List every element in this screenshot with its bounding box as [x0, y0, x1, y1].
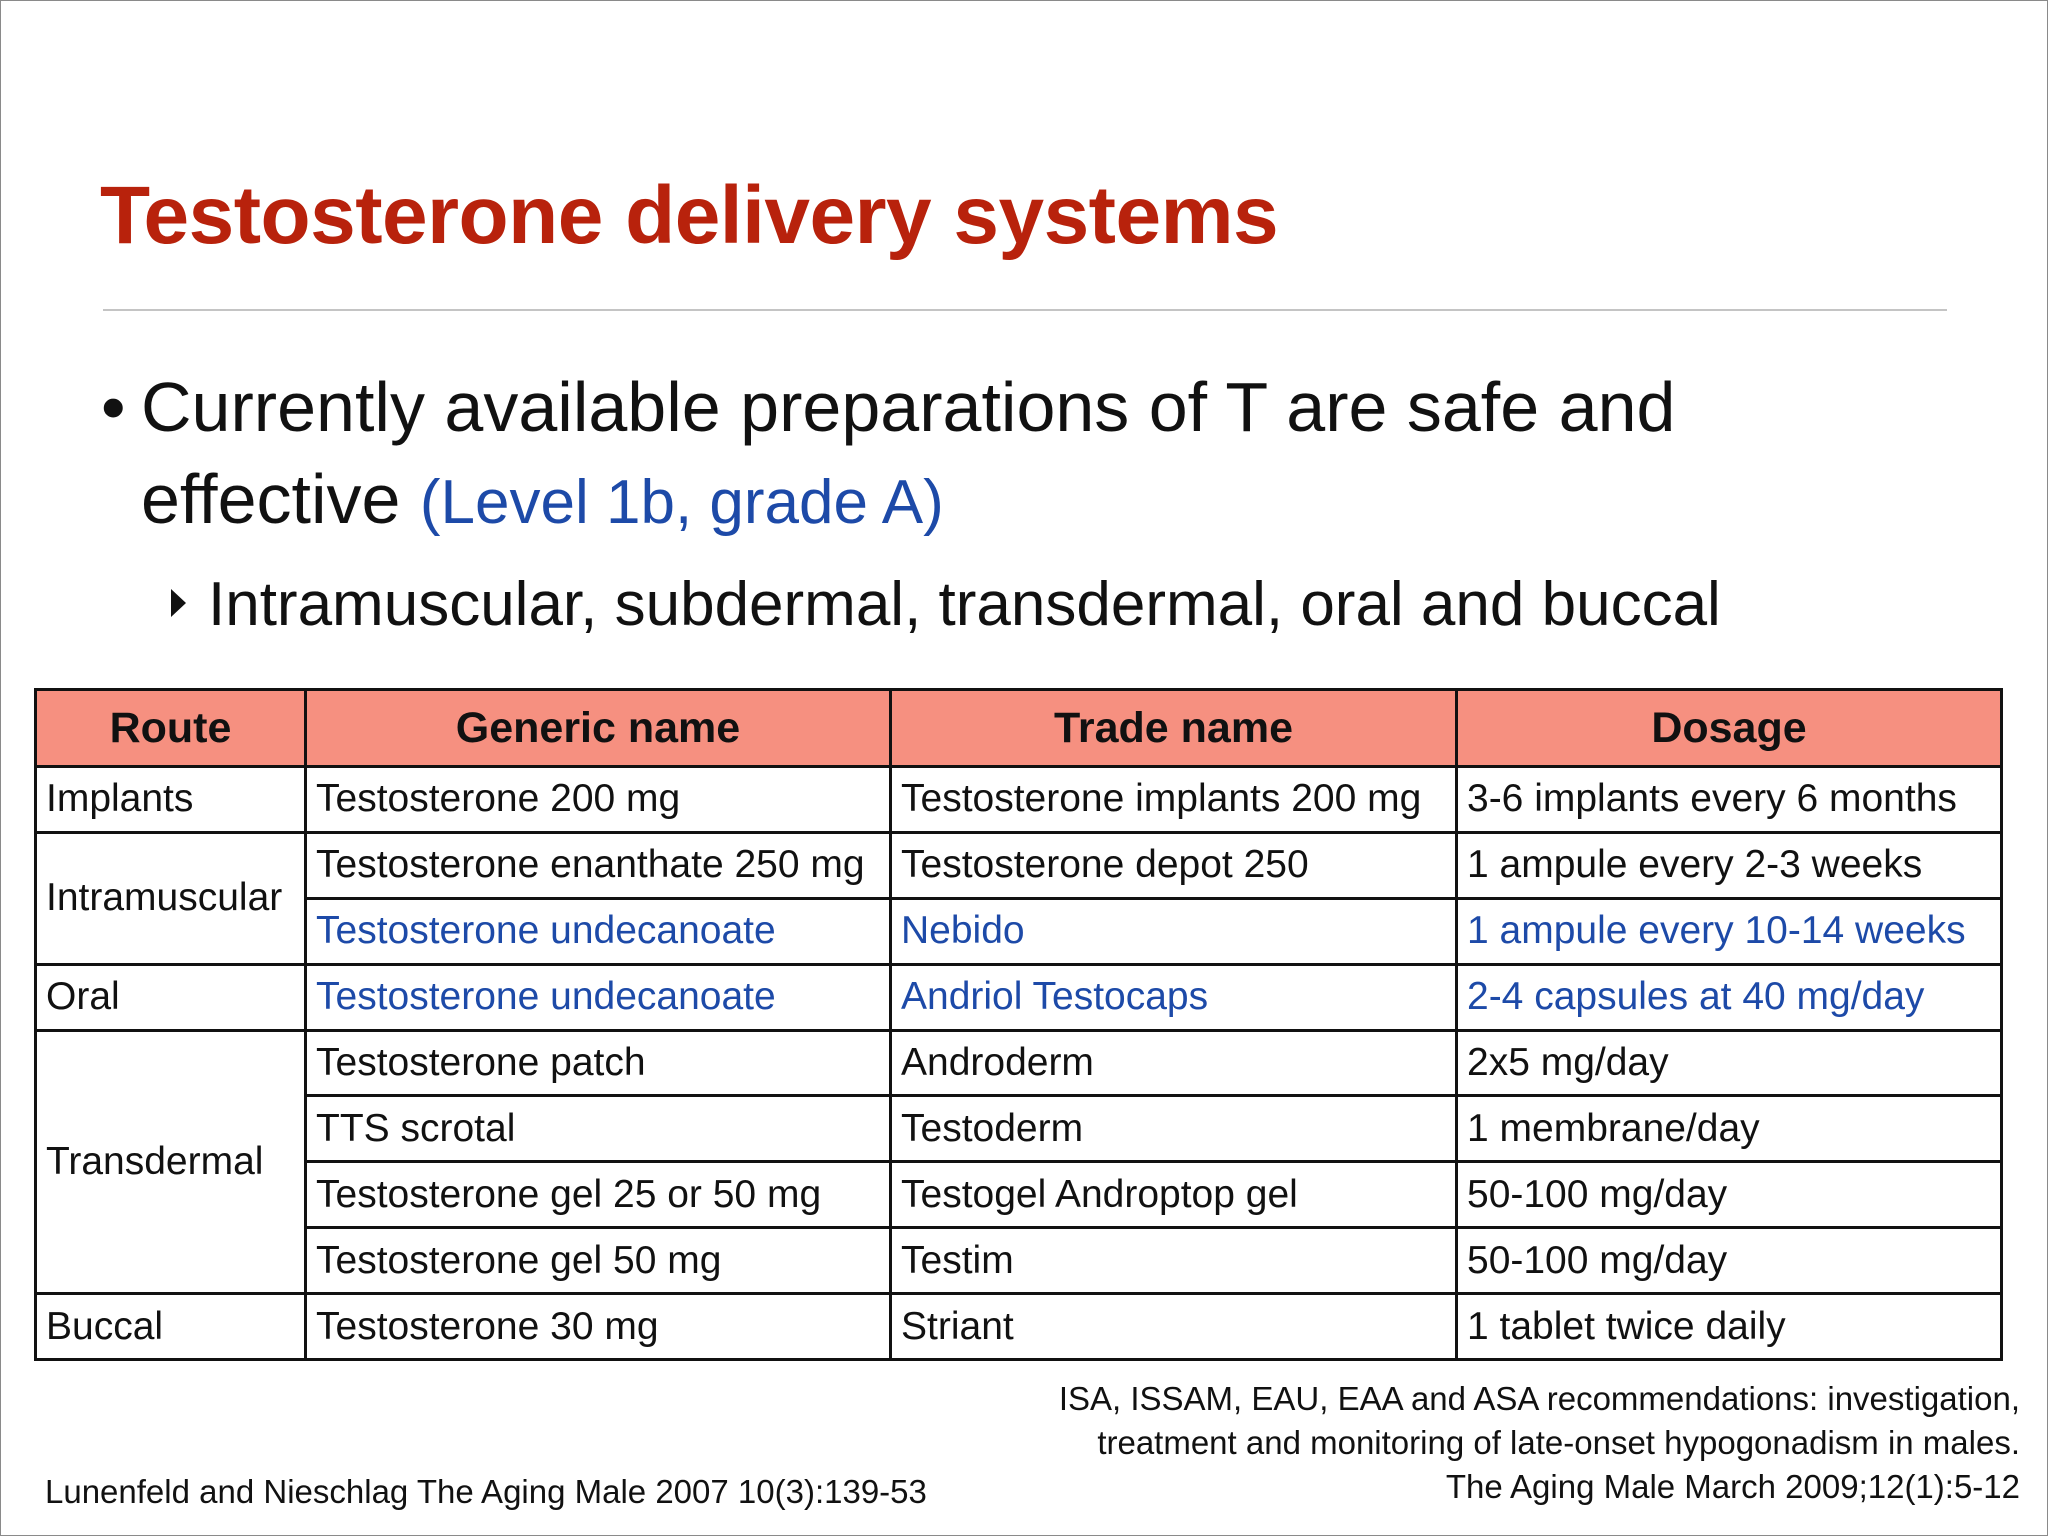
table-row	[36, 1030, 2002, 1096]
bullet-text: Currently available preparations of T are safe and effective	[141, 368, 1676, 538]
sub-bullet-routes	[171, 569, 1721, 640]
dosage-cell: 3-6 implants every 6 months	[1457, 767, 2002, 833]
generic-cell: Testosterone gel 50 mg	[306, 1228, 891, 1294]
trade-cell: Testogel Androptop gel	[891, 1162, 1457, 1228]
trade-cell: Nebido	[891, 898, 1457, 964]
table-row	[36, 1096, 2002, 1162]
table-row	[36, 767, 2002, 833]
bullet-safe-effective	[101, 361, 1901, 549]
trade-cell: Testim	[891, 1228, 1457, 1294]
route-cell: Intramuscular	[36, 832, 306, 964]
trade-cell: Testoderm	[891, 1096, 1457, 1162]
citation-line: The Aging Male March 2009;12(1):5-12	[1445, 1468, 2020, 1505]
trade-cell: Testosterone depot 250	[891, 832, 1457, 898]
table-row	[36, 1294, 2002, 1360]
table-row	[36, 964, 2002, 1030]
generic-cell: Testosterone 30 mg	[306, 1294, 891, 1360]
generic-cell: Testosterone patch	[306, 1030, 891, 1096]
route-cell: Transdermal	[36, 1030, 306, 1294]
header-dosage: Dosage	[1457, 690, 2002, 767]
generic-cell: Testosterone undecanoate	[306, 898, 891, 964]
citation-guidelines	[1059, 1377, 2020, 1509]
dosage-cell: 50-100 mg/day	[1457, 1228, 2002, 1294]
header-generic-name: Generic name	[306, 690, 891, 767]
dosage-cell: 1 membrane/day	[1457, 1096, 2002, 1162]
route-cell: Implants	[36, 767, 306, 833]
header-route: Route	[36, 690, 306, 767]
sub-bullet-text: Intramuscular, subdermal, transdermal, oral and buccal	[208, 570, 1721, 639]
generic-cell: Testosterone gel 25 or 50 mg	[306, 1162, 891, 1228]
citation-line: ISA, ISSAM, EAU, EAA and ASA recommendations: investigation,	[1058, 1380, 2020, 1417]
dosage-cell: 2-4 capsules at 40 mg/day	[1457, 964, 2002, 1030]
dosage-cell: 1 ampule every 10-14 weeks	[1457, 898, 2002, 964]
dosage-cell: 50-100 mg/day	[1457, 1162, 2002, 1228]
bullet-dot-icon: •	[101, 368, 126, 446]
table-row	[36, 898, 2002, 964]
dosage-cell: 1 ampule every 2-3 weeks	[1457, 832, 2002, 898]
dosage-cell: 1 tablet twice daily	[1457, 1294, 2002, 1360]
citation-lunenfeld: Lunenfeld and Nieschlag The Aging Male 2007 10(3):139-53	[45, 1473, 927, 1510]
generic-cell: Testosterone undecanoate	[306, 964, 891, 1030]
table-row	[36, 1228, 2002, 1294]
table-row	[36, 1162, 2002, 1228]
trade-cell: Andriol Testocaps	[891, 964, 1457, 1030]
trade-cell: Testosterone implants 200 mg	[891, 767, 1457, 833]
title-divider	[103, 309, 1947, 311]
trade-cell: Striant	[891, 1294, 1457, 1360]
route-cell: Oral	[36, 964, 306, 1030]
table-row	[36, 832, 2002, 898]
header-trade-name: Trade name	[891, 690, 1457, 767]
trade-cell: Androderm	[891, 1030, 1457, 1096]
delivery-systems-table	[34, 688, 2003, 1361]
triangle-bullet-icon	[171, 589, 186, 617]
evidence-level: (Level 1b, grade A)	[419, 468, 944, 537]
dosage-cell: 2x5 mg/day	[1457, 1030, 2002, 1096]
route-cell: Buccal	[36, 1294, 306, 1360]
table-header-row	[36, 690, 2002, 767]
generic-cell: TTS scrotal	[306, 1096, 891, 1162]
slide-title: Testosterone delivery systems	[100, 170, 1279, 261]
citation-line: treatment and monitoring of late-onset hypogonadism in males.	[1097, 1424, 2020, 1461]
generic-cell: Testosterone enanthate 250 mg	[306, 832, 891, 898]
generic-cell: Testosterone 200 mg	[306, 767, 891, 833]
